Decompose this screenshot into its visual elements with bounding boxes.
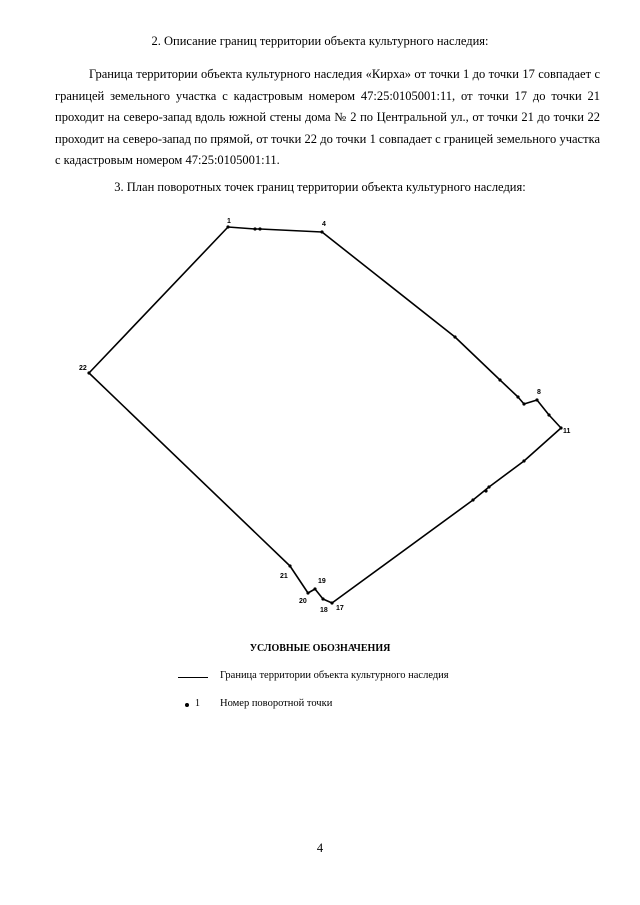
- point-label-8: 8: [537, 389, 541, 396]
- point-label-20: 20: [299, 598, 307, 605]
- boundary-line-sample: [178, 677, 208, 678]
- turning-point: [535, 398, 538, 401]
- turning-point: [516, 395, 519, 398]
- turning-points: [87, 225, 562, 604]
- point-label-1: 1: [227, 218, 231, 225]
- turning-point: [258, 227, 261, 230]
- turning-point: [288, 564, 291, 567]
- turning-point: [330, 601, 333, 604]
- legend-point-text: Номер поворотной точки: [220, 698, 333, 709]
- turning-point: [306, 591, 309, 594]
- point-label-19: 19: [318, 578, 326, 585]
- turning-point: [471, 498, 474, 501]
- turning-point: [487, 485, 490, 488]
- turning-point: [253, 227, 256, 230]
- point-label-4: 4: [322, 221, 326, 228]
- turning-point: [522, 459, 525, 462]
- turning-point: [522, 402, 525, 405]
- turning-point: [547, 413, 550, 416]
- turning-point: [321, 597, 324, 600]
- turning-point: [313, 587, 316, 590]
- point-label-18: 18: [320, 607, 328, 614]
- page-number: 4: [316, 841, 324, 855]
- legend-title: УСЛОВНЫЕ ОБОЗНАЧЕНИЯ: [249, 643, 391, 654]
- turning-point: [320, 230, 323, 233]
- point-label-21: 21: [280, 573, 288, 580]
- turning-point: [453, 335, 456, 338]
- point-label-11: 11: [563, 428, 571, 435]
- boundary-line: [89, 227, 561, 603]
- turning-point: [226, 225, 229, 228]
- turning-point: [87, 371, 90, 374]
- point-label-22: 22: [79, 365, 87, 372]
- point-dot-sample: [185, 703, 189, 707]
- section2-heading: 2. Описание границ территории объекта культурного наследия:: [151, 34, 489, 48]
- legend-point-sample-number: 1: [195, 698, 200, 709]
- turning-point: [498, 378, 501, 381]
- section2-text: Граница территории объекта культурного наследия «Кирха» от точки 1 до точки 17 совпадает с границей земельного участка с кадастровым номером 47:25:0105001:11, от точки 17 до точки 21 проходит на северо-запад вдоль южной стены дома № 2 по Центральной ул., от точки 21 до точки 22 проходит на северо-запад по прямой, от точки 22 до точки 1 совпадает с границей земельного участка с кадастровым номером 47:25:0105001:11.: [55, 67, 600, 167]
- point-label-17: 17: [336, 605, 344, 612]
- legend-boundary-text: Граница территории объекта культурного наследия: [220, 670, 449, 681]
- section3-heading: 3. План поворотных точек границ территории объекта культурного наследия:: [114, 180, 526, 194]
- turning-point: [484, 489, 487, 492]
